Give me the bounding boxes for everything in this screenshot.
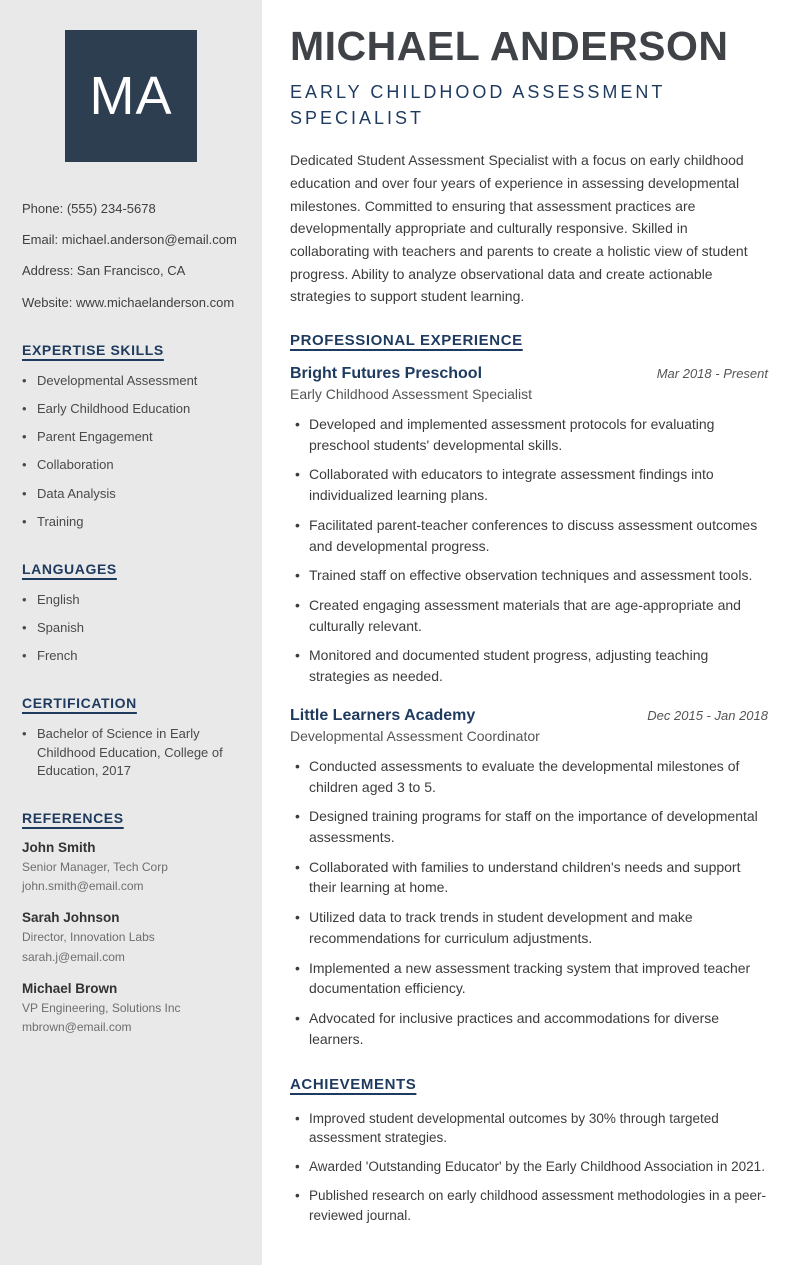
expertise-skills-heading: EXPERTISE SKILLS [22, 341, 164, 358]
achievement-bullet: • Awarded 'Outstanding Educator' by the Early Childhood Association in 2021. [290, 1157, 768, 1177]
reference-entry [22, 910, 240, 964]
contact-email: Email: michael.anderson@email.com [22, 232, 237, 248]
job-bullet: • Monitored and documented student progress, adjusting teaching strategies as needed. [290, 645, 768, 686]
reference-entry [22, 981, 240, 1035]
section-languages [22, 561, 240, 666]
reference-role: Senior Manager, Tech Corp [22, 860, 168, 874]
certification-item: • Bachelor of Science in Early Childhood Education, College of Education, 2017 [22, 725, 240, 780]
company-name: Little Learners Academy [290, 706, 476, 724]
job-bullets [290, 414, 768, 687]
section-certification [22, 695, 240, 780]
reference-role: Director, Innovation Labs [22, 930, 155, 945]
sidebar [0, 0, 262, 1265]
achievements-list [290, 1109, 768, 1227]
avatar-initials: MA [89, 66, 173, 126]
references-list [22, 840, 240, 1035]
job-bullet: • Facilitated parent-teacher conferences to discuss assessment outcomes and developmental progress. [290, 515, 768, 556]
section-expertise-skills [22, 342, 240, 531]
job-bullet: • Advocated for inclusive practices and accommodations for diverse learners. [290, 1008, 768, 1049]
language-item: • French [22, 647, 240, 665]
job-bullet: • Designed training programs for staff on the importance of developmental assessments. [290, 806, 768, 847]
languages-heading: LANGUAGES [22, 560, 117, 577]
contact-website: Website: www.michaelanderson.com [22, 294, 235, 310]
job-entry [290, 707, 768, 1050]
contact-phone: Phone: (555) 234-5678 [22, 201, 156, 216]
professional-experience-heading: PROFESSIONAL EXPERIENCE [290, 331, 523, 349]
section-achievements [290, 1076, 768, 1227]
certification-list [22, 725, 240, 780]
language-item: • English [22, 591, 240, 609]
avatar [65, 30, 197, 162]
section-references [22, 810, 240, 1035]
contact-address: Address: San Francisco, CA [22, 263, 186, 279]
reference-name: John Smith [22, 840, 96, 855]
reference-entry [22, 840, 240, 894]
reference-name: Michael Brown [22, 980, 118, 996]
job-bullets [290, 756, 768, 1050]
skill-item: • Data Analysis [22, 485, 240, 503]
section-professional-experience [290, 332, 768, 1050]
expertise-skills-list [22, 372, 240, 531]
job-bullet: • Developed and implemented assessment protocols for evaluating preschool students' developmental skills. [290, 414, 768, 455]
main-content [262, 0, 800, 1265]
job-bullet: • Trained staff on effective observation techniques and assessment tools. [290, 565, 768, 586]
skill-item: • Parent Engagement [22, 428, 240, 446]
page-title: MICHAEL ANDERSON [290, 23, 729, 69]
job-entry [290, 365, 768, 687]
achievement-bullet: • Improved student developmental outcomes by 30% through targeted assessment strategies. [290, 1109, 768, 1149]
job-bullet: • Implemented a new assessment tracking system that improved teacher documentation efficiency. [290, 958, 768, 999]
language-item: • Spanish [22, 619, 240, 637]
company-name: Bright Futures Preschool [290, 364, 483, 382]
job-role: Early Childhood Assessment Specialist [290, 385, 533, 402]
job-dates: Mar 2018 - Present [656, 365, 768, 381]
skill-item: • Developmental Assessment [22, 372, 240, 390]
job-bullet: • Collaborated with families to understand children's needs and support their learning at home. [290, 857, 768, 898]
contact-info [22, 200, 240, 312]
reference-email: john.smith@email.com [22, 879, 144, 894]
reference-name: Sarah Johnson [22, 910, 120, 926]
skill-item: • Early Childhood Education [22, 400, 240, 418]
summary-paragraph: Dedicated Student Assessment Specialist with a focus on early childhood education and over four years of experience in assessing developmental milestones. Committed to ensuring that assessment practices are developmentally appropriate and culturally responsive. Skilled in collaborating with teachers and parents to create a holistic view of student progress. Ability to analyze observational data and create actionable strategies to support student learning. [290, 152, 748, 305]
job-bullet: • Conducted assessments to evaluate the developmental milestones of children aged 3 to 5. [290, 756, 768, 797]
references-heading: REFERENCES [22, 810, 124, 826]
achievements-heading: ACHIEVEMENTS [290, 1075, 417, 1093]
job-bullet: • Utilized data to track trends in student development and make recommendations for curriculum adjustments. [290, 907, 768, 948]
skill-item: • Training [22, 513, 240, 531]
certification-heading: CERTIFICATION [22, 695, 137, 712]
job-bullet: • Collaborated with educators to integrate assessment findings into individualized learning plans. [290, 464, 768, 505]
languages-list [22, 591, 240, 666]
job-role: Developmental Assessment Coordinator [290, 727, 540, 744]
job-header [290, 365, 768, 383]
achievement-bullet: • Published research on early childhood assessment methodologies in a peer-reviewed journal. [290, 1186, 768, 1226]
job-dates: Dec 2015 - Jan 2018 [647, 707, 768, 723]
reference-email: sarah.j@email.com [22, 949, 125, 964]
reference-role: VP Engineering, Solutions Inc [22, 1000, 181, 1015]
skill-item: • Collaboration [22, 456, 240, 474]
job-bullet: • Created engaging assessment materials that are age-appropriate and culturally relevant. [290, 595, 768, 636]
job-header [290, 707, 768, 725]
job-headline: EARLY CHILDHOOD ASSESSMENT SPECIALIST [290, 82, 666, 129]
reference-email: mbrown@email.com [22, 1019, 132, 1034]
